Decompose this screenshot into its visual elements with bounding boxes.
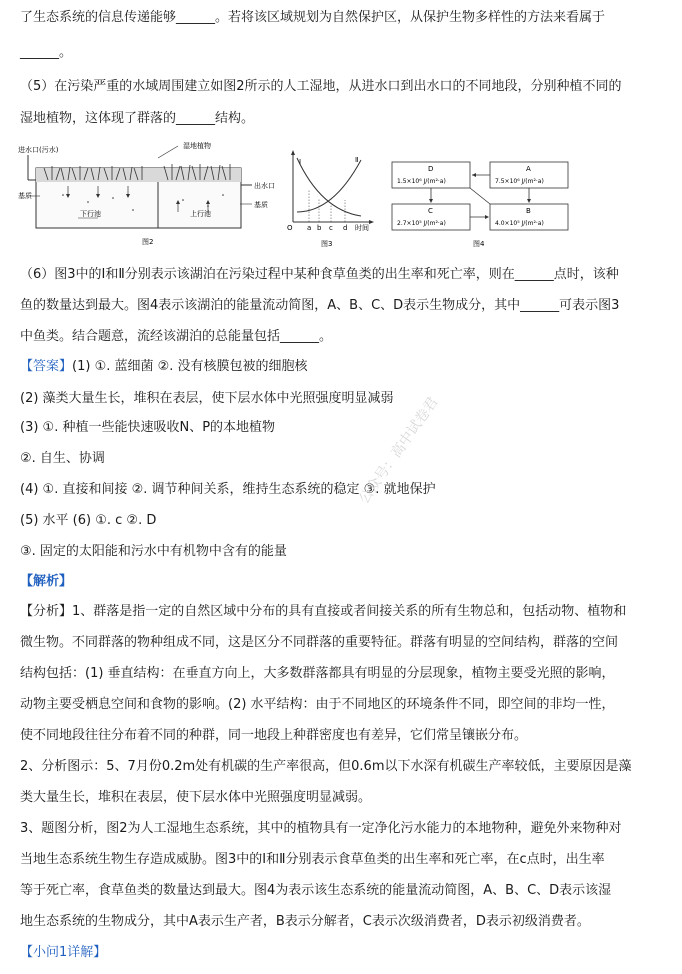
fig4-D-value: 1.5×10⁶ J/(m²·a) bbox=[397, 178, 446, 185]
answer-item-2: (2) 藻类大量生长，堆积在表层，使下层水体中光照强度明显减弱 bbox=[20, 391, 394, 406]
fig2-pool-up-label: 上行池 bbox=[190, 210, 211, 218]
question-line-6: 鱼的数量达到最大。图4表示该湖泊的能量流动简图，A、B、C、D表示生物成分，其中______可表示图3 bbox=[20, 298, 620, 313]
question-line-5: （6）图3中的Ⅰ和Ⅱ分别表示该湖泊在污染过程中某种食草鱼类的出生率和死亡率，则在______点时，该种 bbox=[20, 267, 619, 282]
fig4-C-value: 2.7×10⁵ J/(m²·a) bbox=[397, 220, 446, 227]
question-line-3: （5）在污染严重的水域周围建立如图2所示的人工湿地，从进水口到出水口的不同地段，分别种植不同的 bbox=[20, 79, 622, 94]
fig3-point-b: b bbox=[317, 224, 322, 232]
figure-4-energy-flow bbox=[390, 158, 570, 250]
answer-item-1: (1) ①. 蓝细菌 ②. 没有核膜包被的细胞核 bbox=[72, 359, 308, 374]
fig3-point-a: a bbox=[307, 224, 312, 232]
analysis-line-11: 地生态系统的生物成分，其中A表示生产者，B表示分解者，C表示次级消费者，D表示初级消费者。 bbox=[20, 914, 590, 929]
answer-item-3: (3) ①. 种植一些能快速吸收N、P的本地植物 bbox=[20, 420, 276, 435]
analysis-line-10: 等于死亡率，食草鱼类的数量达到最大。图4为表示该生态系统的能量流动简图，A、B、C、D表示该湿 bbox=[20, 883, 612, 898]
analysis-line-2: 微生物。不同群落的物种组成不同，这是区分不同群落的重要特征。群落有明显的空间结构，群落的空间 bbox=[20, 635, 619, 650]
question-line-7: 中鱼类。结合题意，流经该湖泊的总能量包括______。 bbox=[20, 329, 333, 344]
answer-line-1 bbox=[20, 357, 308, 377]
fig2-substrate-left: 基质 bbox=[18, 192, 32, 200]
fig3-point-c: c bbox=[329, 224, 333, 232]
subquestion-heading: 【小问1详解】 bbox=[20, 945, 107, 960]
fig4-A-value: 7.5×10⁶ J/(m²·a) bbox=[495, 178, 544, 185]
answer-item-6: (5) 水平 (6) ①. c ②. D bbox=[20, 513, 157, 528]
question-line-1: 了生态系统的信息传递能够______。若将该区域规划为自然保护区，从保护生物多样性的方法来看属于 bbox=[20, 10, 606, 25]
analysis-line-8: 3、题图分析，图2为人工湿地生态系统，其中的植物具有一定净化污水能力的本地物种，避免外来物种对 bbox=[20, 821, 622, 836]
fig2-caption: 图2 bbox=[142, 238, 154, 246]
answer-item-5: (4) ①. 直接和间接 ②. 调节种间关系，维持生态系统的稳定 ③. 就地保护 bbox=[20, 482, 436, 497]
fig2-plants-label: 湿地植物 bbox=[183, 142, 211, 150]
analysis-line-3: 结构包括：(1) 垂直结构：在垂直方向上，大多数群落都具有明显的分层现象，植物主要受光照的影响， bbox=[20, 666, 615, 681]
analysis-line-4: 动物主要受栖息空间和食物的影响。(2) 水平结构：由于不同地区的环境条件不同，即空间的非均一性， bbox=[20, 697, 615, 712]
question-line-4: 湿地植物，这体现了群落的______结构。 bbox=[20, 111, 255, 126]
answer-item-7: ③. 固定的太阳能和污水中有机物中含有的能量 bbox=[20, 544, 287, 559]
figure-3-curves bbox=[283, 150, 378, 250]
answer-label: 【答案】 bbox=[20, 359, 73, 374]
analysis-line-9: 当地生态系统生物生存造成威胁。图3中的Ⅰ和Ⅱ分别表示食草鱼类的出生率和死亡率，在c点时，出生率 bbox=[20, 852, 605, 867]
fig4-C-name: C bbox=[428, 207, 433, 215]
fig4-B-name: B bbox=[526, 207, 531, 215]
analysis-label: 【解析】 bbox=[20, 574, 73, 589]
figure-2-wetland bbox=[18, 140, 280, 250]
answer-item-4: ②. 自生、协调 bbox=[20, 451, 105, 466]
fig3-caption: 图3 bbox=[321, 240, 333, 248]
analysis-line-5: 使不同地段往往分布着不同的种群，同一地段上种群密度也有差异，它们常呈镶嵌分布。 bbox=[20, 728, 528, 743]
analysis-line-6: 2、分析图示：5、7月份0.2m处有机碳的生产率很高，但0.6m以下水深有机碳生产率较低，主要原因是藻 bbox=[20, 759, 632, 774]
fig4-A-name: A bbox=[526, 165, 531, 173]
analysis-line-7: 类大量生长，堆积在表层，使下层水体中光照强度明显减弱。 bbox=[20, 790, 372, 805]
fig4-caption: 图4 bbox=[473, 240, 485, 248]
fig2-pool-down-label: 下行池 bbox=[80, 210, 101, 218]
fig4-B-value: 4.0×10⁵ J/(m²·a) bbox=[495, 220, 544, 227]
question-line-2: ______。 bbox=[20, 45, 73, 60]
fig2-inlet-label: 进水口(污水) bbox=[18, 146, 59, 154]
watermark: 公众号：高中试卷君 bbox=[356, 394, 442, 507]
fig4-D-name: D bbox=[428, 165, 434, 173]
fig3-curve-1-label: Ⅰ bbox=[299, 158, 302, 166]
fig3-curve-2-label: Ⅱ bbox=[355, 156, 359, 164]
fig3-origin: O bbox=[287, 224, 293, 232]
fig3-point-d: d bbox=[343, 224, 348, 232]
fig2-outlet-label: 出水口 bbox=[254, 182, 275, 190]
fig3-time-label: 时间 bbox=[355, 224, 369, 232]
fig2-substrate-right: 基质 bbox=[254, 201, 268, 209]
analysis-line-1: 【分析】1、群落是指一定的自然区域中分布的具有直接或者间接关系的所有生物总和，包括动物、植物和 bbox=[20, 604, 627, 619]
